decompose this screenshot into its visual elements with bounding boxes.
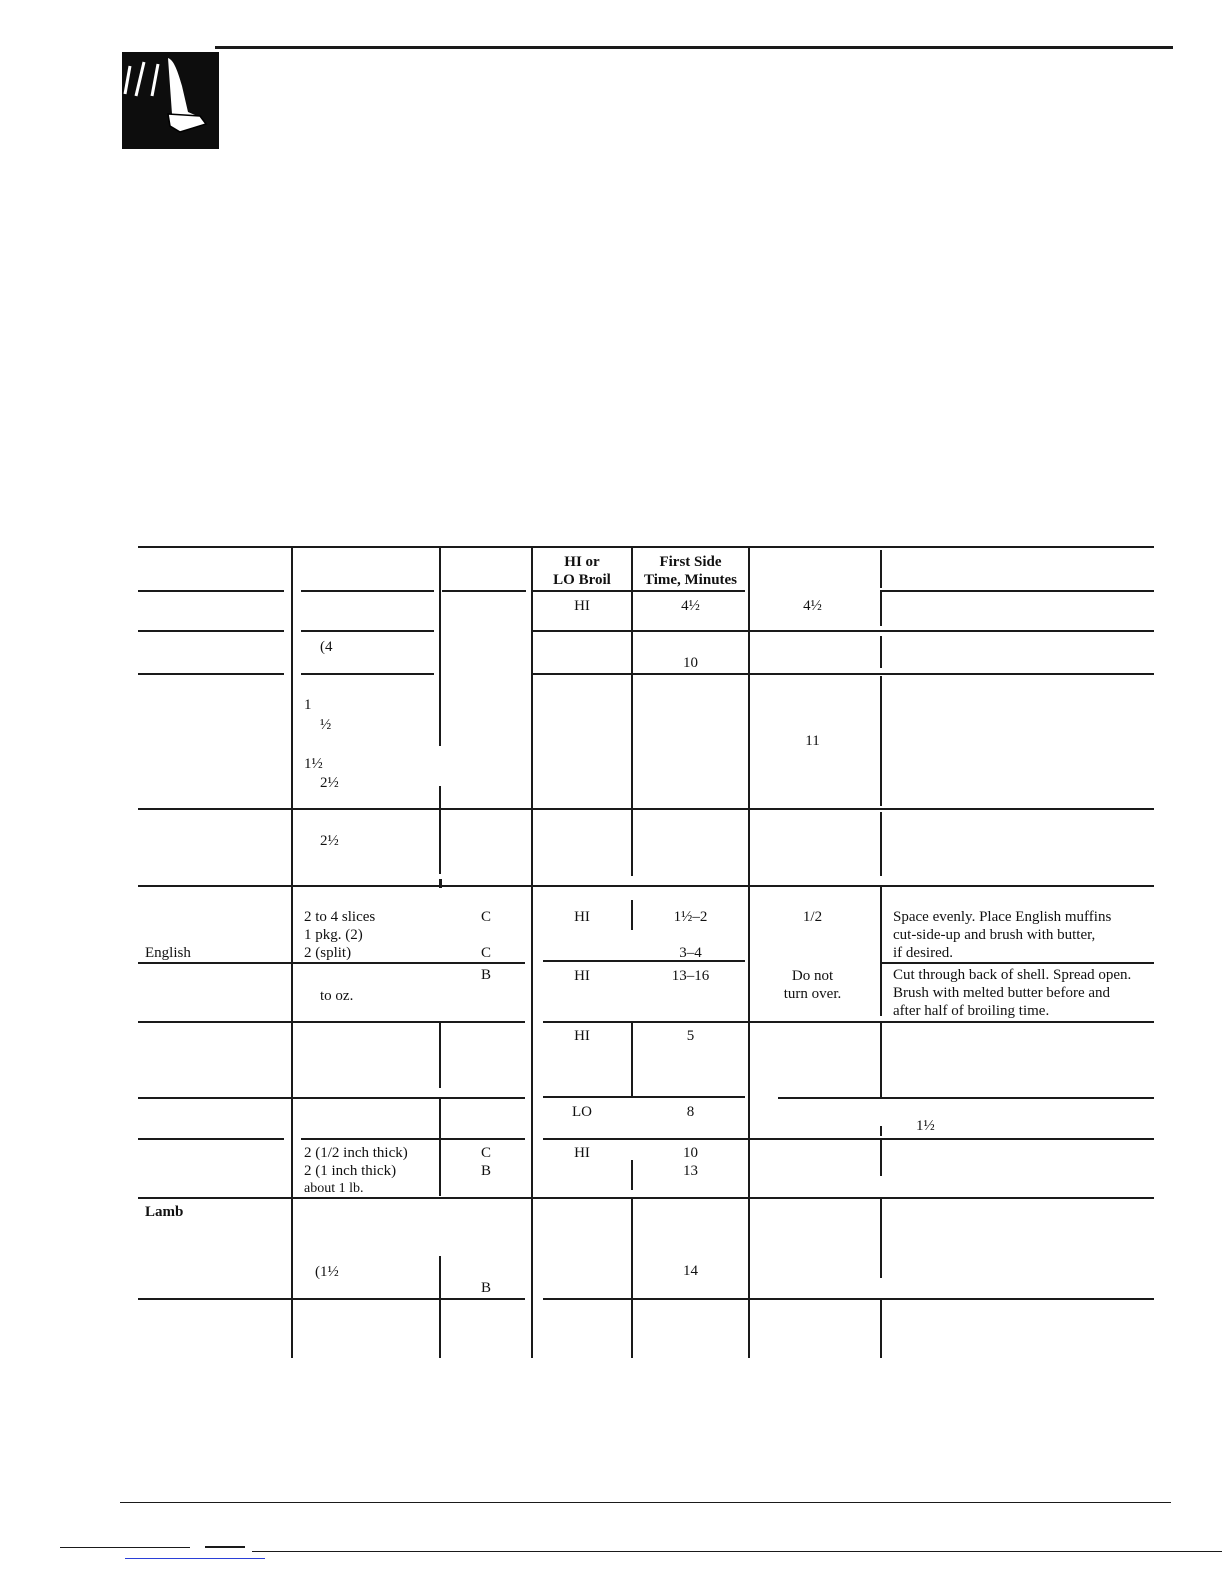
row-rule: [138, 1021, 525, 1023]
cell-shelf: B: [480, 1280, 491, 1296]
cell-comment: Space evenly. Place English muffins: [893, 909, 1112, 925]
row-rule: [543, 1138, 1154, 1140]
header-first-side-line2: Time, Minutes: [643, 572, 738, 588]
header-first-side: First Side: [659, 554, 722, 570]
row-rule: [543, 1096, 745, 1098]
cell-quantity: 2 (1 inch thick): [304, 1163, 397, 1179]
row-rule: [882, 962, 1154, 964]
cell-first-side: 13: [683, 1163, 698, 1179]
cell-quantity: (1½: [315, 1264, 339, 1280]
cell-comment: 1½: [916, 1118, 935, 1134]
cell-first-side: 5: [686, 1028, 695, 1044]
cell-quantity: 1 pkg. (2): [304, 927, 363, 943]
cell-hilo: HI: [574, 1145, 590, 1161]
header-hi-lo-line2: LO Broil: [553, 572, 611, 588]
bottom-rule: [60, 1547, 190, 1548]
column-rule: [880, 1300, 882, 1358]
bottom-rule: [252, 1551, 1222, 1552]
cell-quantity: ½: [320, 717, 332, 733]
row-rule: [301, 1138, 525, 1140]
row-rule: [543, 1021, 1154, 1023]
row-rule: [882, 590, 1154, 592]
cell-second-side: 1/2: [802, 909, 823, 925]
cell-hilo: LO: [572, 1104, 592, 1120]
cell-quantity: 1: [304, 697, 312, 713]
column-rule: [880, 550, 882, 588]
row-rule: [138, 590, 284, 592]
cell-first-side: 8: [686, 1104, 695, 1120]
cell-first-side: 13–16: [671, 968, 710, 984]
cell-shelf: C: [480, 1145, 491, 1161]
column-rule: [439, 879, 442, 888]
row-rule: [543, 1298, 1154, 1300]
column-rule: [439, 786, 441, 874]
column-rule: [880, 676, 882, 806]
cell-shelf: C: [480, 909, 491, 925]
cell-quantity: 1½: [304, 756, 323, 772]
column-rule: [291, 546, 293, 1358]
cell-first-side: 1½–2: [673, 909, 708, 925]
column-rule: [880, 812, 882, 876]
cell-second-side: turn over.: [783, 986, 842, 1002]
cell-first-side: 10: [683, 1145, 698, 1161]
cell-hilo: HI: [574, 909, 590, 925]
column-rule: [880, 886, 882, 1016]
cell-quantity: 2 (split): [304, 945, 352, 961]
cell-comment: Cut through back of shell. Spread open.: [893, 967, 1132, 983]
cell-comment: after half of broiling time.: [893, 1003, 1050, 1019]
column-rule: [880, 1022, 882, 1098]
hand-pressing-button-icon: [122, 52, 219, 149]
cell-shelf: B: [480, 1163, 491, 1179]
row-rule: [138, 1298, 525, 1300]
cell-quantity: 2½: [320, 775, 339, 791]
cell-quantity: 2½: [320, 833, 339, 849]
cell-food-category: Lamb: [145, 1204, 184, 1220]
cell-quantity: 2 (1/2 inch thick): [304, 1145, 408, 1161]
column-rule: [631, 546, 633, 876]
column-rule: [439, 1256, 441, 1358]
column-rule: [880, 636, 882, 668]
cell-quantity: about 1 lb.: [304, 1181, 364, 1196]
row-rule: [442, 590, 526, 592]
row-rule: [778, 1097, 1154, 1099]
cell-comment: cut-side-up and brush with butter,: [893, 927, 1096, 943]
row-rule: [138, 630, 284, 632]
cell-second-side: 11: [805, 733, 820, 749]
top-rule: [215, 46, 1173, 49]
row-rule: [301, 673, 434, 675]
row-rule: [301, 630, 434, 632]
row-rule: [138, 1097, 525, 1099]
bottom-rule: [205, 1546, 245, 1548]
cell-quantity: 2 to 4 slices: [304, 909, 376, 925]
column-rule: [880, 590, 882, 626]
row-rule: [533, 590, 745, 592]
cell-quantity: (4: [320, 639, 333, 655]
row-rule: [533, 630, 1154, 632]
cell-comment: Brush with melted butter before and: [893, 985, 1111, 1001]
column-rule: [880, 1126, 882, 1136]
row-rule: [301, 590, 434, 592]
column-rule: [880, 1198, 882, 1278]
cell-first-side: 3–4: [679, 945, 702, 961]
cell-first-side: 4½: [681, 598, 700, 614]
cell-first-side: 10: [683, 655, 698, 671]
bottom-rule: [120, 1502, 1171, 1503]
header-hi-lo: HI or: [564, 554, 600, 570]
cell-second-side: Do not: [791, 968, 834, 984]
row-rule: [138, 1138, 284, 1140]
cell-food: English: [145, 945, 191, 961]
cell-second-side: 4½: [803, 598, 822, 614]
row-rule: [138, 962, 525, 964]
cell-hilo: HI: [574, 598, 590, 614]
cell-first-side: 14: [683, 1263, 698, 1279]
link-underline: [125, 1558, 265, 1559]
column-rule: [748, 546, 750, 1358]
cell-comment: if desired.: [893, 945, 953, 961]
column-rule: [439, 1098, 441, 1196]
cell-hilo: HI: [574, 1028, 590, 1044]
cell-hilo: HI: [574, 968, 590, 984]
row-rule: [138, 673, 284, 675]
cell-quantity: to oz.: [320, 988, 354, 1004]
cell-shelf: B: [480, 967, 491, 983]
column-rule: [531, 546, 533, 1358]
row-rule: [533, 673, 1154, 675]
column-rule: [439, 1022, 441, 1088]
cell-shelf: C: [480, 945, 491, 961]
column-rule: [439, 546, 441, 746]
column-rule: [880, 1140, 882, 1176]
